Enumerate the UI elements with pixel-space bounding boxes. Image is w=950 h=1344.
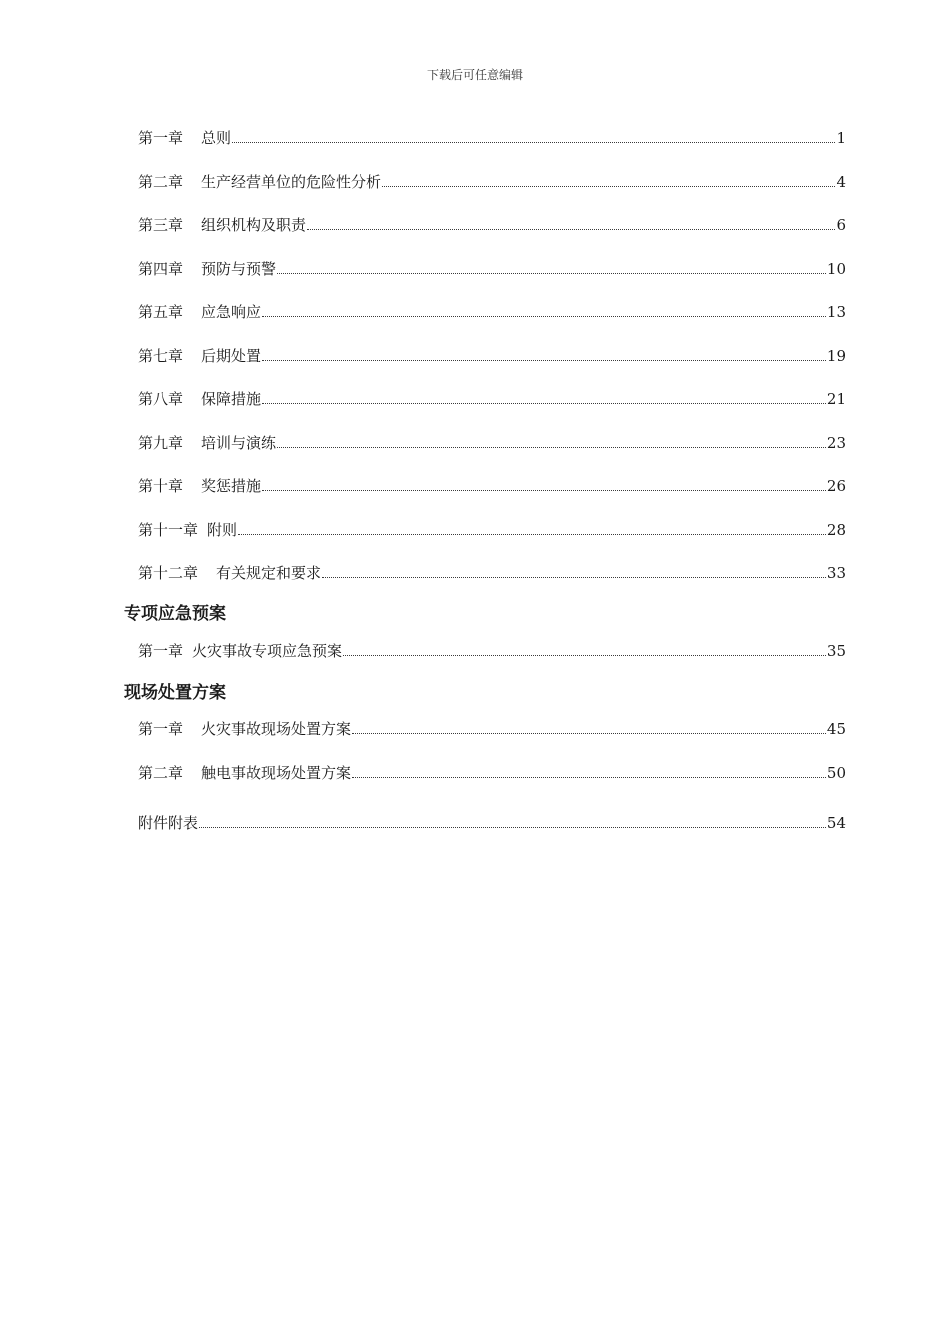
toc-page-number: 28 bbox=[826, 521, 846, 539]
toc-entry-chapter-11[interactable] bbox=[138, 516, 846, 540]
toc-page-number: 54 bbox=[826, 814, 846, 832]
toc-entry-chapter-9[interactable] bbox=[138, 429, 846, 453]
toc-dot-leader bbox=[352, 777, 826, 778]
toc-dot-leader bbox=[262, 360, 826, 361]
toc-entry-chapter-8[interactable] bbox=[138, 385, 846, 409]
toc-page-number: 33 bbox=[826, 564, 846, 582]
toc-page-number: 4 bbox=[836, 173, 846, 191]
toc-entry-title: 生产经营单位的危险性分析 bbox=[201, 173, 382, 191]
toc-dot-leader bbox=[262, 490, 826, 491]
toc-chapter-number: 第四章 bbox=[138, 260, 184, 278]
toc-entry-title: 培训与演练 bbox=[201, 434, 277, 452]
toc-dot-leader bbox=[199, 827, 826, 828]
toc-dot-leader bbox=[262, 316, 826, 317]
toc-dot-leader bbox=[277, 447, 826, 448]
section-heading-onsite-plan: 现场处置方案 bbox=[124, 683, 226, 703]
toc-entry-chapter-7[interactable] bbox=[138, 342, 846, 366]
toc-chapter-number: 第七章 bbox=[138, 347, 184, 365]
toc-dot-leader bbox=[277, 273, 826, 274]
page-header: 下载后可任意编辑 bbox=[426, 68, 523, 82]
toc-dot-leader bbox=[262, 403, 826, 404]
toc-entry-title: 后期处置 bbox=[201, 347, 262, 365]
toc-entry-special-plan-1[interactable] bbox=[138, 637, 846, 661]
toc-entry-title: 附件附表 bbox=[138, 814, 199, 832]
toc-entry-title: 组织机构及职责 bbox=[201, 216, 307, 234]
toc-entry-title: 触电事故现场处置方案 bbox=[201, 764, 352, 782]
toc-chapter-number: 第一章 bbox=[138, 720, 184, 738]
toc-entry-chapter-2[interactable] bbox=[138, 168, 846, 192]
toc-chapter-number: 第三章 bbox=[138, 216, 184, 234]
toc-entry-chapter-3[interactable] bbox=[138, 211, 846, 235]
section-heading-special-plan: 专项应急预案 bbox=[124, 604, 226, 624]
toc-page-number: 19 bbox=[826, 347, 846, 365]
toc-dot-leader bbox=[352, 733, 826, 734]
toc-chapter-number: 第十二章 bbox=[138, 564, 199, 582]
toc-entry-onsite-plan-2[interactable] bbox=[138, 759, 846, 783]
toc-chapter-number: 第十一章 bbox=[138, 521, 199, 539]
toc-entry-onsite-plan-1[interactable] bbox=[138, 715, 846, 739]
toc-chapter-number: 第五章 bbox=[138, 303, 184, 321]
toc-chapter-number: 第一章 bbox=[138, 642, 184, 660]
toc-entry-title: 附则 bbox=[207, 521, 238, 539]
toc-dot-leader bbox=[238, 534, 826, 535]
toc-dot-leader bbox=[232, 142, 835, 143]
toc-entry-chapter-10[interactable] bbox=[138, 472, 846, 496]
toc-entry-title: 奖惩措施 bbox=[201, 477, 262, 495]
toc-page-number: 26 bbox=[826, 477, 846, 495]
toc-page-number: 6 bbox=[836, 216, 846, 234]
toc-entry-title: 预防与预警 bbox=[201, 260, 277, 278]
toc-page-number: 50 bbox=[826, 764, 846, 782]
toc-entry-title: 火灾事故现场处置方案 bbox=[201, 720, 352, 738]
toc-chapter-number: 第一章 bbox=[138, 129, 184, 147]
toc-entry-appendix[interactable] bbox=[138, 809, 846, 833]
toc-page-number: 45 bbox=[826, 720, 846, 738]
toc-page-number: 23 bbox=[826, 434, 846, 452]
toc-entry-chapter-1[interactable] bbox=[138, 124, 846, 148]
toc-dot-leader bbox=[343, 655, 826, 656]
toc-chapter-number: 第九章 bbox=[138, 434, 184, 452]
toc-dot-leader bbox=[382, 186, 835, 187]
toc-page-number: 13 bbox=[826, 303, 846, 321]
toc-chapter-number: 第二章 bbox=[138, 764, 184, 782]
toc-entry-title: 有关规定和要求 bbox=[216, 564, 322, 582]
toc-chapter-number: 第八章 bbox=[138, 390, 184, 408]
toc-entry-title: 应急响应 bbox=[201, 303, 262, 321]
toc-page-number: 35 bbox=[826, 642, 846, 660]
toc-entry-chapter-5[interactable] bbox=[138, 298, 846, 322]
toc-page-number: 21 bbox=[826, 390, 846, 408]
toc-dot-leader bbox=[307, 229, 835, 230]
toc-dot-leader bbox=[322, 577, 826, 578]
toc-chapter-number: 第十章 bbox=[138, 477, 184, 495]
toc-chapter-number: 第二章 bbox=[138, 173, 184, 191]
toc-entry-title: 火灾事故专项应急预案 bbox=[192, 642, 343, 660]
toc-page-number: 10 bbox=[826, 260, 846, 278]
toc-entry-chapter-12[interactable] bbox=[138, 559, 846, 583]
toc-entry-title: 保障措施 bbox=[201, 390, 262, 408]
toc-entry-title: 总则 bbox=[201, 129, 232, 147]
toc-entry-chapter-4[interactable] bbox=[138, 255, 846, 279]
toc-page-number: 1 bbox=[836, 129, 846, 147]
